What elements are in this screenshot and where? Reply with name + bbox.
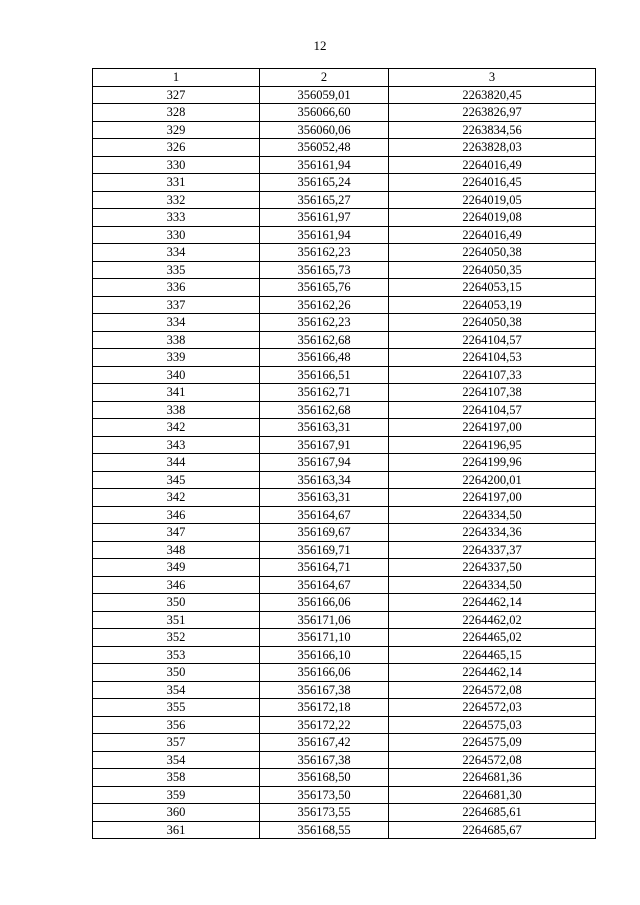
point-number-cell: 350 (93, 594, 260, 612)
table-row (93, 559, 596, 577)
point-number-cell: 345 (93, 471, 260, 489)
point-number-cell: 354 (93, 751, 260, 769)
y-coordinate-cell: 2264053,15 (389, 279, 596, 297)
table-row (93, 804, 596, 822)
point-number-cell: 350 (93, 664, 260, 682)
y-coordinate-cell: 2264465,15 (389, 646, 596, 664)
point-number-cell: 326 (93, 139, 260, 157)
point-number-cell: 347 (93, 524, 260, 542)
x-coordinate-cell: 356163,31 (260, 489, 389, 507)
table-row (93, 226, 596, 244)
x-coordinate-cell: 356164,71 (260, 559, 389, 577)
y-coordinate-cell: 2264572,08 (389, 751, 596, 769)
x-coordinate-cell: 356162,68 (260, 401, 389, 419)
y-coordinate-cell: 2264572,03 (389, 699, 596, 717)
x-coordinate-cell: 356171,06 (260, 611, 389, 629)
table-row (93, 471, 596, 489)
x-coordinate-cell: 356172,18 (260, 699, 389, 717)
x-coordinate-cell: 356172,22 (260, 716, 389, 734)
point-number-cell: 339 (93, 349, 260, 367)
table-row (93, 699, 596, 717)
table-row (93, 646, 596, 664)
y-coordinate-cell: 2264107,33 (389, 366, 596, 384)
table-row (93, 279, 596, 297)
table-row (93, 174, 596, 192)
x-coordinate-cell: 356167,38 (260, 681, 389, 699)
table-row (93, 611, 596, 629)
x-coordinate-cell: 356162,68 (260, 331, 389, 349)
x-coordinate-cell: 356173,55 (260, 804, 389, 822)
point-number-cell: 352 (93, 629, 260, 647)
table-row (93, 664, 596, 682)
x-coordinate-cell: 356165,24 (260, 174, 389, 192)
point-number-cell: 336 (93, 279, 260, 297)
y-coordinate-cell: 2264575,03 (389, 716, 596, 734)
table-row (93, 296, 596, 314)
column-header-3: 3 (389, 69, 596, 87)
x-coordinate-cell: 356059,01 (260, 86, 389, 104)
y-coordinate-cell: 2264197,00 (389, 419, 596, 437)
y-coordinate-cell: 2263826,97 (389, 104, 596, 122)
table-row (93, 769, 596, 787)
table-row (93, 331, 596, 349)
x-coordinate-cell: 356161,97 (260, 209, 389, 227)
x-coordinate-cell: 356161,94 (260, 226, 389, 244)
point-number-cell: 346 (93, 576, 260, 594)
point-number-cell: 330 (93, 156, 260, 174)
point-number-cell: 332 (93, 191, 260, 209)
point-number-cell: 331 (93, 174, 260, 192)
y-coordinate-cell: 2264465,02 (389, 629, 596, 647)
y-coordinate-cell: 2264197,00 (389, 489, 596, 507)
y-coordinate-cell: 2264575,09 (389, 734, 596, 752)
table-row (93, 716, 596, 734)
table-row (93, 191, 596, 209)
y-coordinate-cell: 2263834,56 (389, 121, 596, 139)
x-coordinate-cell: 356167,38 (260, 751, 389, 769)
table-row (93, 821, 596, 839)
y-coordinate-cell: 2264462,02 (389, 611, 596, 629)
y-coordinate-cell: 2264104,57 (389, 331, 596, 349)
x-coordinate-cell: 356171,10 (260, 629, 389, 647)
table-row (93, 86, 596, 104)
y-coordinate-cell: 2264107,38 (389, 384, 596, 402)
point-number-cell: 330 (93, 226, 260, 244)
point-number-cell: 327 (93, 86, 260, 104)
x-coordinate-cell: 356167,91 (260, 436, 389, 454)
x-coordinate-cell: 356163,31 (260, 419, 389, 437)
x-coordinate-cell: 356166,51 (260, 366, 389, 384)
table-row (93, 401, 596, 419)
x-coordinate-cell: 356166,06 (260, 594, 389, 612)
x-coordinate-cell: 356052,48 (260, 139, 389, 157)
y-coordinate-cell: 2264019,05 (389, 191, 596, 209)
table-row (93, 384, 596, 402)
y-coordinate-cell: 2263828,03 (389, 139, 596, 157)
y-coordinate-cell: 2264334,36 (389, 524, 596, 542)
point-number-cell: 337 (93, 296, 260, 314)
table-row (93, 786, 596, 804)
point-number-cell: 342 (93, 419, 260, 437)
table-body (93, 86, 596, 839)
x-coordinate-cell: 356161,94 (260, 156, 389, 174)
table-row (93, 506, 596, 524)
y-coordinate-cell: 2264104,53 (389, 349, 596, 367)
table-row (93, 489, 596, 507)
point-number-cell: 340 (93, 366, 260, 384)
y-coordinate-cell: 2264050,38 (389, 244, 596, 262)
point-number-cell: 334 (93, 314, 260, 332)
page-number: 12 (313, 38, 327, 53)
x-coordinate-cell: 356166,06 (260, 664, 389, 682)
x-coordinate-cell: 356162,23 (260, 244, 389, 262)
point-number-cell: 346 (93, 506, 260, 524)
x-coordinate-cell: 356164,67 (260, 576, 389, 594)
table-row (93, 436, 596, 454)
table-row (93, 629, 596, 647)
table-row (93, 244, 596, 262)
x-coordinate-cell: 356163,34 (260, 471, 389, 489)
table-row (93, 751, 596, 769)
x-coordinate-cell: 356162,26 (260, 296, 389, 314)
table-row (93, 419, 596, 437)
y-coordinate-cell: 2264200,01 (389, 471, 596, 489)
point-number-cell: 338 (93, 401, 260, 419)
x-coordinate-cell: 356162,71 (260, 384, 389, 402)
table-row (93, 594, 596, 612)
point-number-cell: 354 (93, 681, 260, 699)
y-coordinate-cell: 2264104,57 (389, 401, 596, 419)
x-coordinate-cell: 356162,23 (260, 314, 389, 332)
y-coordinate-cell: 2264681,36 (389, 769, 596, 787)
x-coordinate-cell: 356165,76 (260, 279, 389, 297)
y-coordinate-cell: 2263820,45 (389, 86, 596, 104)
x-coordinate-cell: 356169,71 (260, 541, 389, 559)
table-row (93, 349, 596, 367)
x-coordinate-cell: 356166,10 (260, 646, 389, 664)
y-coordinate-cell: 2264199,96 (389, 454, 596, 472)
x-coordinate-cell: 356165,27 (260, 191, 389, 209)
x-coordinate-cell: 356167,42 (260, 734, 389, 752)
point-number-cell: 342 (93, 489, 260, 507)
x-coordinate-cell: 356169,67 (260, 524, 389, 542)
table-row (93, 156, 596, 174)
y-coordinate-cell: 2264053,19 (389, 296, 596, 314)
table-row (93, 104, 596, 122)
y-coordinate-cell: 2264019,08 (389, 209, 596, 227)
x-coordinate-cell: 356168,50 (260, 769, 389, 787)
table-row (93, 209, 596, 227)
table-row (93, 576, 596, 594)
x-coordinate-cell: 356060,06 (260, 121, 389, 139)
y-coordinate-cell: 2264196,95 (389, 436, 596, 454)
point-number-cell: 341 (93, 384, 260, 402)
y-coordinate-cell: 2264685,61 (389, 804, 596, 822)
coordinates-table (92, 68, 596, 839)
x-coordinate-cell: 356167,94 (260, 454, 389, 472)
point-number-cell: 355 (93, 699, 260, 717)
point-number-cell: 356 (93, 716, 260, 734)
point-number-cell: 358 (93, 769, 260, 787)
y-coordinate-cell: 2264050,38 (389, 314, 596, 332)
column-header-1: 1 (93, 69, 260, 87)
table-row (93, 454, 596, 472)
y-coordinate-cell: 2264462,14 (389, 664, 596, 682)
table-header-row (93, 69, 596, 87)
y-coordinate-cell: 2264337,50 (389, 559, 596, 577)
table-row (93, 366, 596, 384)
table-row (93, 139, 596, 157)
y-coordinate-cell: 2264334,50 (389, 506, 596, 524)
point-number-cell: 334 (93, 244, 260, 262)
table-row (93, 121, 596, 139)
y-coordinate-cell: 2264016,49 (389, 156, 596, 174)
x-coordinate-cell: 356166,48 (260, 349, 389, 367)
point-number-cell: 333 (93, 209, 260, 227)
point-number-cell: 335 (93, 261, 260, 279)
y-coordinate-cell: 2264016,45 (389, 174, 596, 192)
point-number-cell: 357 (93, 734, 260, 752)
y-coordinate-cell: 2264016,49 (389, 226, 596, 244)
x-coordinate-cell: 356173,50 (260, 786, 389, 804)
y-coordinate-cell: 2264334,50 (389, 576, 596, 594)
y-coordinate-cell: 2264681,30 (389, 786, 596, 804)
point-number-cell: 343 (93, 436, 260, 454)
point-number-cell: 360 (93, 804, 260, 822)
table-row (93, 314, 596, 332)
point-number-cell: 359 (93, 786, 260, 804)
point-number-cell: 348 (93, 541, 260, 559)
x-coordinate-cell: 356168,55 (260, 821, 389, 839)
x-coordinate-cell: 356164,67 (260, 506, 389, 524)
column-header-2: 2 (260, 69, 389, 87)
point-number-cell: 344 (93, 454, 260, 472)
table-row (93, 261, 596, 279)
point-number-cell: 328 (93, 104, 260, 122)
table-row (93, 681, 596, 699)
point-number-cell: 338 (93, 331, 260, 349)
y-coordinate-cell: 2264050,35 (389, 261, 596, 279)
table-row (93, 541, 596, 559)
point-number-cell: 351 (93, 611, 260, 629)
point-number-cell: 349 (93, 559, 260, 577)
y-coordinate-cell: 2264685,67 (389, 821, 596, 839)
y-coordinate-cell: 2264572,08 (389, 681, 596, 699)
point-number-cell: 329 (93, 121, 260, 139)
x-coordinate-cell: 356165,73 (260, 261, 389, 279)
y-coordinate-cell: 2264337,37 (389, 541, 596, 559)
y-coordinate-cell: 2264462,14 (389, 594, 596, 612)
table-row (93, 734, 596, 752)
x-coordinate-cell: 356066,60 (260, 104, 389, 122)
point-number-cell: 361 (93, 821, 260, 839)
table-row (93, 524, 596, 542)
point-number-cell: 353 (93, 646, 260, 664)
